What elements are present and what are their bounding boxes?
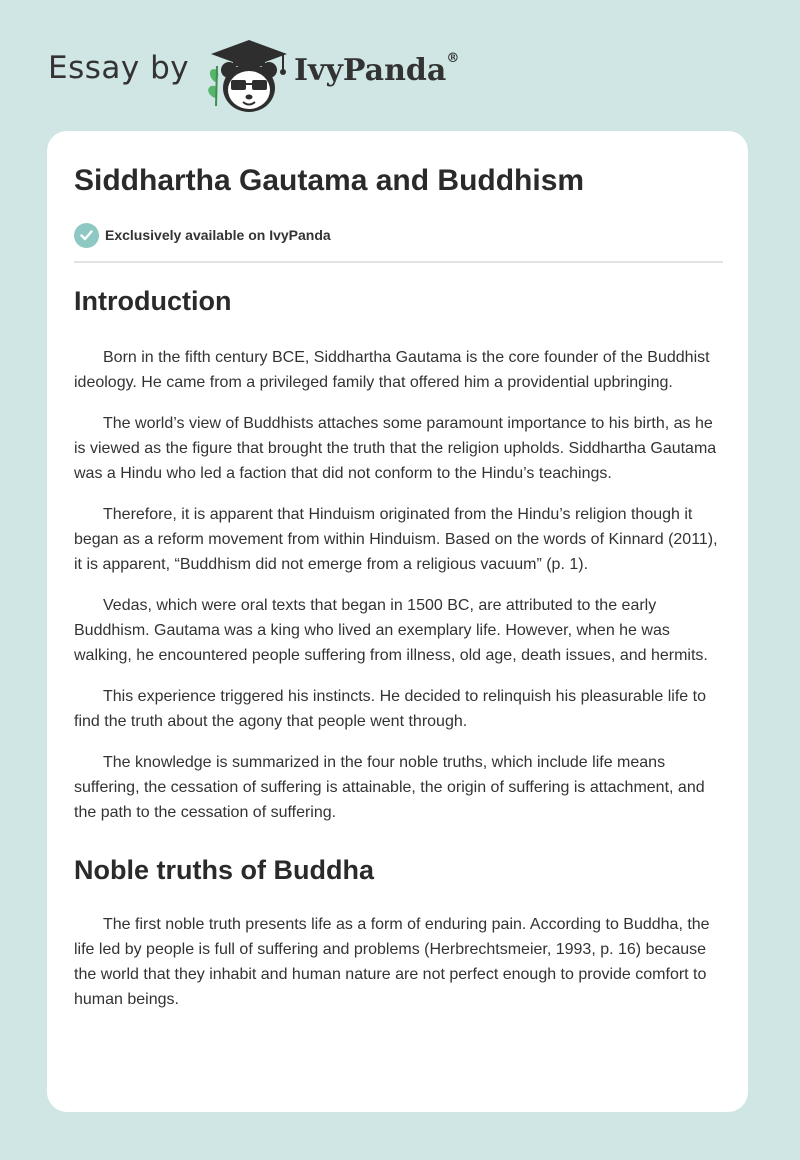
- paragraph: This experience triggered his instincts. He decided to relinquish his pleasurable life to find the truth about the agony that people went through.: [74, 688, 706, 730]
- exclusive-badge-label: Exclusively available on IvyPanda: [105, 227, 331, 243]
- brand-name[interactable]: [294, 53, 459, 88]
- exclusive-badge: [74, 222, 331, 248]
- title-divider: [74, 261, 723, 263]
- paragraph: Vedas, which were oral texts that began in 1500 BC, are attributed to the early Buddhism. Gautama was a king who lived an exemplary life. However, when he was walking, he encountered people suffering from illness, old age, death issues, and hermits.: [74, 597, 708, 664]
- paragraph: Born in the fifth century BCE, Siddhartha Gautama is the core founder of the Buddhist ideology. He came from a privileged family that offered him a providential upbringing.: [74, 349, 710, 391]
- registered-mark: ®: [446, 51, 460, 66]
- check-circle-icon: [74, 223, 99, 248]
- paragraph: Therefore, it is apparent that Hinduism originated from the Hindu’s religion though it began as a reform movement from within Hinduism. Based on the words of Kinnard (2011), it is apparent, “Buddhism did not emerge from a religious vacuum” (p. 1).: [74, 506, 718, 573]
- site-header: [48, 28, 548, 112]
- ivypanda-logo-icon[interactable]: [203, 36, 295, 116]
- brand-label: IvyPanda: [294, 53, 447, 88]
- essay-body: [74, 281, 727, 1028]
- essay-card: [47, 131, 748, 1112]
- section-heading-introduction: Introduction: [74, 286, 232, 316]
- paragraph: The knowledge is summarized in the four noble truths, which include life means suffering, the cessation of suffering is attainable, the origin of suffering is attachment, and the path to the cessation of suffering.: [74, 754, 705, 821]
- essay-by-label: Essay by: [48, 50, 190, 86]
- paragraph: The world’s view of Buddhists attaches some paramount importance to his birth, as he is viewed as the figure that brought the truth that the religion upholds. Siddhartha Gautama was a Hindu who led a faction that did not conform to the Hindu’s teachings.: [74, 415, 717, 482]
- paragraph: The first noble truth presents life as a form of enduring pain. According to Buddha, the life led by people is full of suffering and problems (Herbrechtsmeier, 1993, p. 16) because the world that they inhabit and human nature are not perfect enough to provide comfort to human beings.: [74, 916, 710, 1008]
- section-heading-noble-truths: Noble truths of Buddha: [74, 855, 374, 885]
- page-title: Siddhartha Gautama and Buddhism: [74, 164, 585, 197]
